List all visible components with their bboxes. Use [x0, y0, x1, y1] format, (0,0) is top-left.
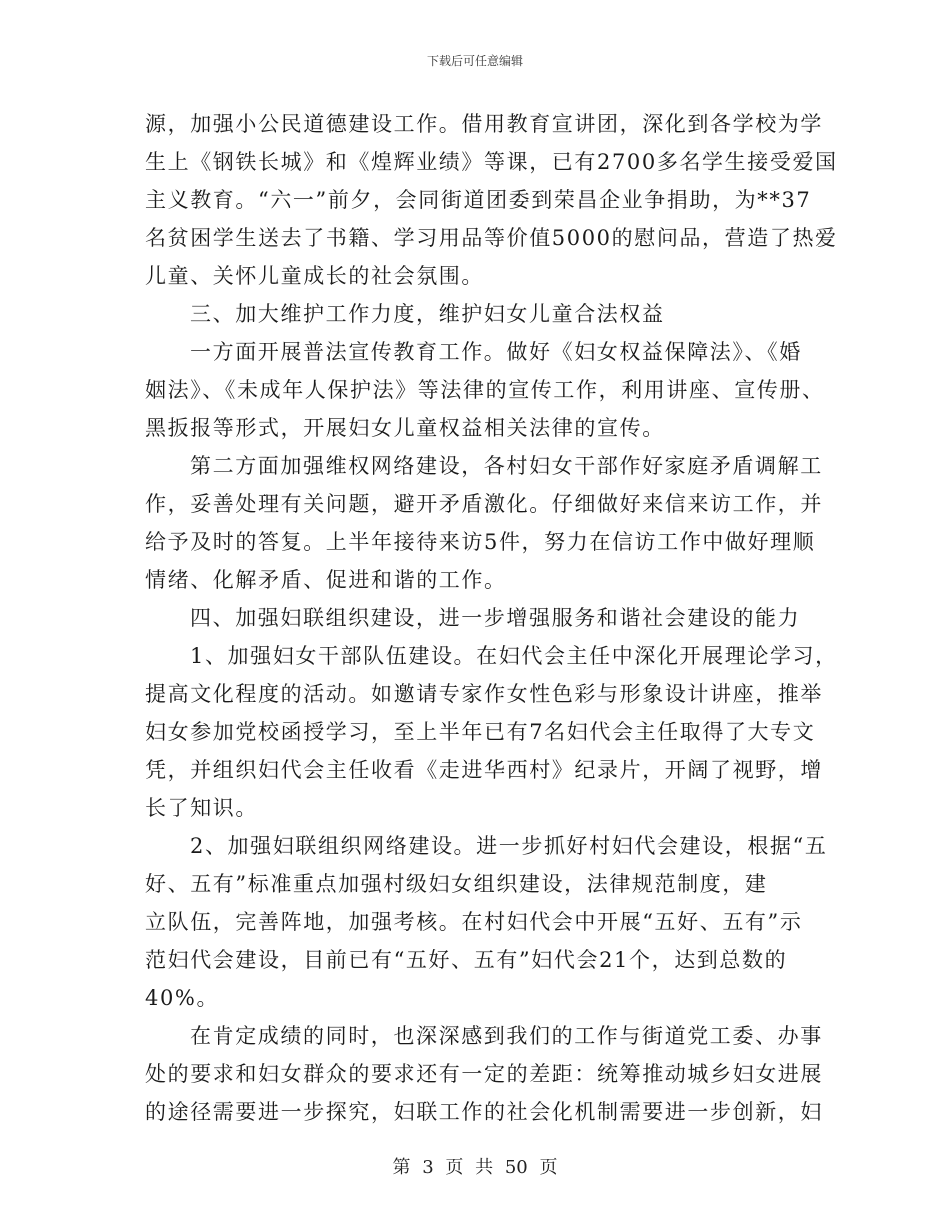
- text-line: 长了知识。: [145, 796, 258, 820]
- text-line: 处的要求和妇女群众的要求还有一定的差距：统筹推动城乡妇女进展: [145, 1062, 823, 1086]
- text-line: 儿童、关怀儿童成长的社会氛围。: [145, 264, 484, 288]
- text-line: 凭，并组织妇代会主任收看《走进华西村》纪录片，开阔了视野，增: [145, 758, 823, 782]
- text-line: 2、加强妇联组织网络建设。进一步抓好村妇代会建设，根据“五: [190, 834, 828, 858]
- text-line: 好、五有”标准重点加强村级妇女组织建设，法律规范制度，建: [145, 872, 768, 896]
- text-line: 立队伍，完善阵地，加强考核。在村妇代会中开展“五好、五有”示: [145, 910, 803, 934]
- section-heading: 四、加强妇联组织建设，进一步增强服务和谐社会建设的能力: [190, 606, 801, 630]
- text-line: 黑扳报等形式，开展妇女儿童权益相关法律的宣传。: [145, 416, 665, 440]
- text-line: 作，妥善处理有关问题，避开矛盾激化。仔细做好来信来访工作，并: [145, 492, 823, 516]
- text-line: 给予及时的答复。上半年接待来访5件，努力在信访工作中做好理顺: [145, 530, 816, 554]
- text-line: 姻法》、《未成年人保护法》等法律的宣传工作，利用讲座、宣传册、: [145, 378, 825, 402]
- text-line: 40%。: [145, 986, 220, 1010]
- text-line: 情绪、化解矛盾、促进和谐的工作。: [145, 568, 507, 592]
- section-heading: 三、加大维护工作力度，维护妇女儿童合法权益: [190, 302, 665, 326]
- text-line: 1、加强妇女干部队伍建设。在妇代会主任中深化开展理论学习，: [190, 644, 838, 668]
- page-header: 下载后可任意编辑: [426, 54, 523, 68]
- text-line: 生上《钢铁长城》和《煌辉业绩》等课，已有2700多名学生接受爱国: [145, 150, 838, 174]
- text-line: 提高文化程度的活动。如邀请专家作女性色彩与形象设计讲座，推举: [145, 682, 823, 706]
- text-line: 源，加强小公民道德建设工作。借用教育宣讲团，深化到各学校为学: [145, 112, 823, 136]
- text-line: 名贫困学生送去了书籍、学习用品等价值5000的慰问品，营造了热爱: [145, 226, 838, 250]
- text-line: 在肯定成绩的同时，也深深感到我们的工作与街道党工委、办事: [190, 1024, 823, 1048]
- text-line: 范妇代会建设，目前已有“五好、五有”妇代会21个，达到总数的: [145, 948, 788, 972]
- text-line: 主义教育。“六一”前夕，会同街道团委到荣昌企业争捐助，为**37: [145, 188, 812, 212]
- text-line: 妇女参加党校函授学习，至上半年已有7名妇代会主任取得了大专文: [145, 720, 816, 744]
- text-line: 一方面开展普法宣传教育工作。做好《妇女权益保障法》、《婚: [190, 340, 802, 364]
- page-footer: 第 3 页 共 50 页: [392, 1157, 558, 1178]
- text-line: 的途径需要进一步探究，妇联工作的社会化机制需要进一步创新，妇: [145, 1100, 823, 1124]
- text-line: 第二方面加强维权网络建设，各村妇女干部作好家庭矛盾调解工: [190, 454, 823, 478]
